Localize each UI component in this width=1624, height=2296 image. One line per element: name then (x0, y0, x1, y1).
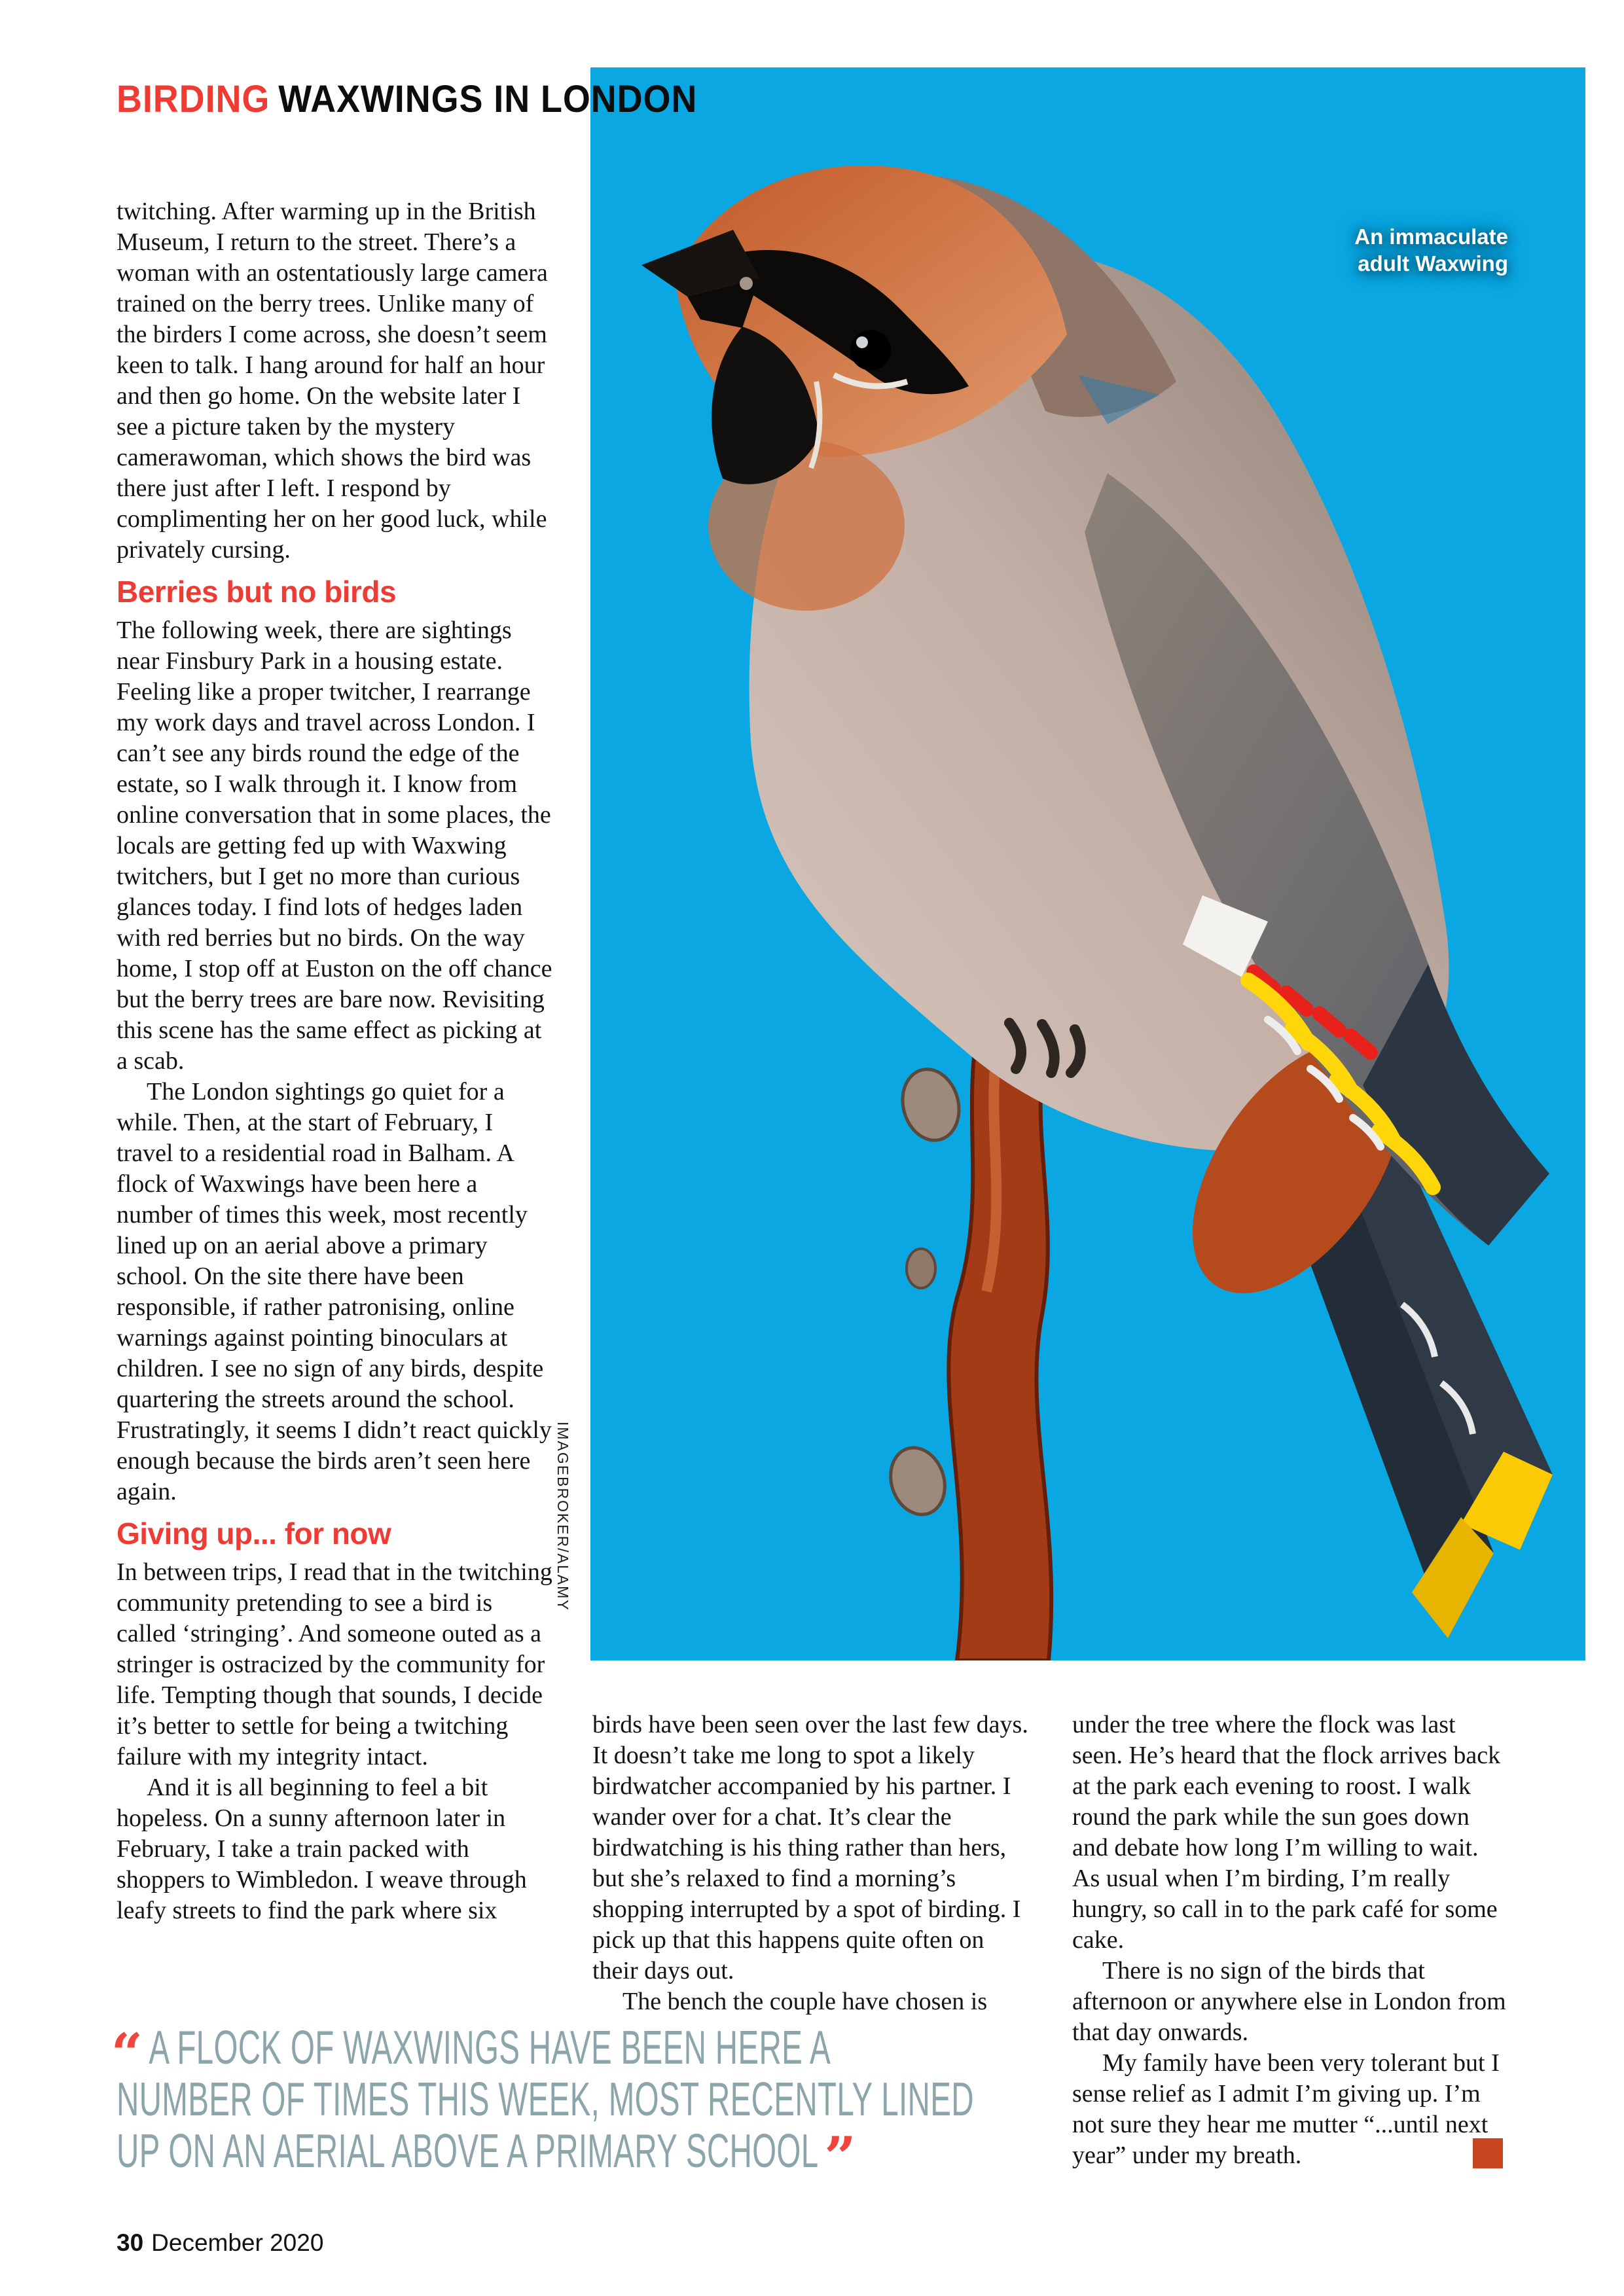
body-paragraph: twitching. After warming up in the British Museum, I return to the street. There’s a woman with an ostentatiously large camera trained on the berry trees. Unlike many of the birders I come across, she doesn’t seem keen to talk. I hang around for half an hour and then go home. On the website later I see a picture taken by the mystery camerawoman, which shows the bird was there just after I left. I respond by complimenting her on her good luck, while privately cursing. (117, 198, 548, 564)
page-number: 30 (117, 2229, 144, 2256)
pull-quote-text: NUMBER OF TIMES THIS WEEK, MOST RECENTLY LINED (117, 2073, 974, 2126)
body-paragraph: birds have been seen over the last few days. It doesn’t take me long to spot a likely birdwatcher accompanied by his partner. I wander over for a chat. It’s clear the birdwatching is his thing rather than hers, but she’s relaxed to find a morning’s shopping interrupted by a spot of birding. I pick up that this happens quite often on their days out. (592, 1711, 1028, 1984)
issue-date: December 2020 (151, 2229, 324, 2256)
pull-quote-line: “ A FLOCK OF WAXWINGS HAVE BEEN HERE A (111, 2021, 831, 2086)
page-header (117, 77, 697, 121)
section-label: BIRDING (117, 78, 270, 120)
pull-quote-text: A FLOCK OF WAXWINGS HAVE BEEN HERE A (149, 2022, 831, 2074)
body-paragraph: The following week, there are sightings near Finsbury Park in a housing estate. Feeling like a proper twitcher, I rearrange my work days and travel across London. I can’t see any birds round the edge of the estate, so I walk through it. I know from online conversation that in some places, the locals are getting fed up with Waxwing twitchers, but I get no more than curious glances today. I find lots of hedges laden with red berries but no birds. On the way home, I stop off at Euston on the off chance but the berry trees are bare now. Revisiting this scene has the same effect as picking at a scab. (117, 617, 552, 1075)
article-title: WAXWINGS IN LONDON (278, 78, 698, 120)
body-paragraph: In between trips, I read that in the twitching community pretending to see a bird is called ‘stringing’. And someone outed as a stringer is ostracized by the community for life. Tempting though that sounds, I decide it’s better to settle for being a twitching failure with my integrity intact. (117, 1558, 552, 1770)
page-footer (117, 2229, 323, 2257)
pull-quote (111, 2021, 1066, 2189)
waxwing-photo (590, 67, 1585, 1660)
body-paragraph: There is no sign of the birds that afternoon or anywhere else in London from that day onwards. (1072, 1957, 1506, 2046)
pull-quote-line (117, 2073, 974, 2126)
pull-quote-line: UP ON AN AERIAL ABOVE A PRIMARY SCHOOL ” (117, 2125, 857, 2189)
pull-quote-text: UP ON AN AERIAL ABOVE A PRIMARY SCHOOL (117, 2125, 819, 2178)
body-paragraph-text: My family have been very tolerant but I sense relief as I admit I’m giving up. I’m not sure they hear me mutter “...until next year” under my breath. (1072, 2049, 1500, 2169)
column-middle (592, 1710, 1030, 2017)
photo-credit: IMAGEBROKER/ALAMY (554, 1422, 571, 1611)
body-paragraph (1072, 2048, 1532, 2171)
photo-caption-line2: adult Waxwing (1358, 251, 1508, 276)
column-right (1072, 1710, 1532, 2171)
body-paragraph: under the tree where the flock was last seen. He’s heard that the flock arrives back at the park each evening to roost. I walk round the park while the sun goes down and debate how long I’m willing to wait. As usual when I’m birding, I’m really hungry, so call in to the park café for some cake. (1072, 1711, 1501, 1954)
photo-caption (1354, 223, 1508, 277)
photo-caption-line1: An immaculate (1354, 224, 1508, 249)
column-left (117, 196, 554, 1926)
body-paragraph: And it is all beginning to feel a bit hopeless. On a sunny afternoon later in February, I take a train packed with shoppers to Wimbledon. I weave through leafy streets to find the park where six (117, 1774, 527, 1924)
subhead-giving-up: Giving up... for now (117, 1516, 391, 1551)
subhead-berries: Berries but no birds (117, 575, 397, 609)
body-paragraph: The bench the couple have chosen is (623, 1988, 988, 2015)
body-paragraph: The London sightings go quiet for a while. Then, at the start of February, I travel to a residential road in Balham. A flock of Waxwings have been here a number of times this week, most recently lined up on an aerial above a primary school. On the site there have been responsible, if rather patronising, online warnings against pointing binoculars at children. I see no sign of any birds, despite quartering the streets around the school. Frustratingly, it seems I didn’t react quickly enough because the birds aren’t seen here again. (117, 1078, 552, 1505)
waxwing-photo-illustration (590, 67, 1585, 1660)
bw-badge: BW (1473, 2138, 1503, 2168)
